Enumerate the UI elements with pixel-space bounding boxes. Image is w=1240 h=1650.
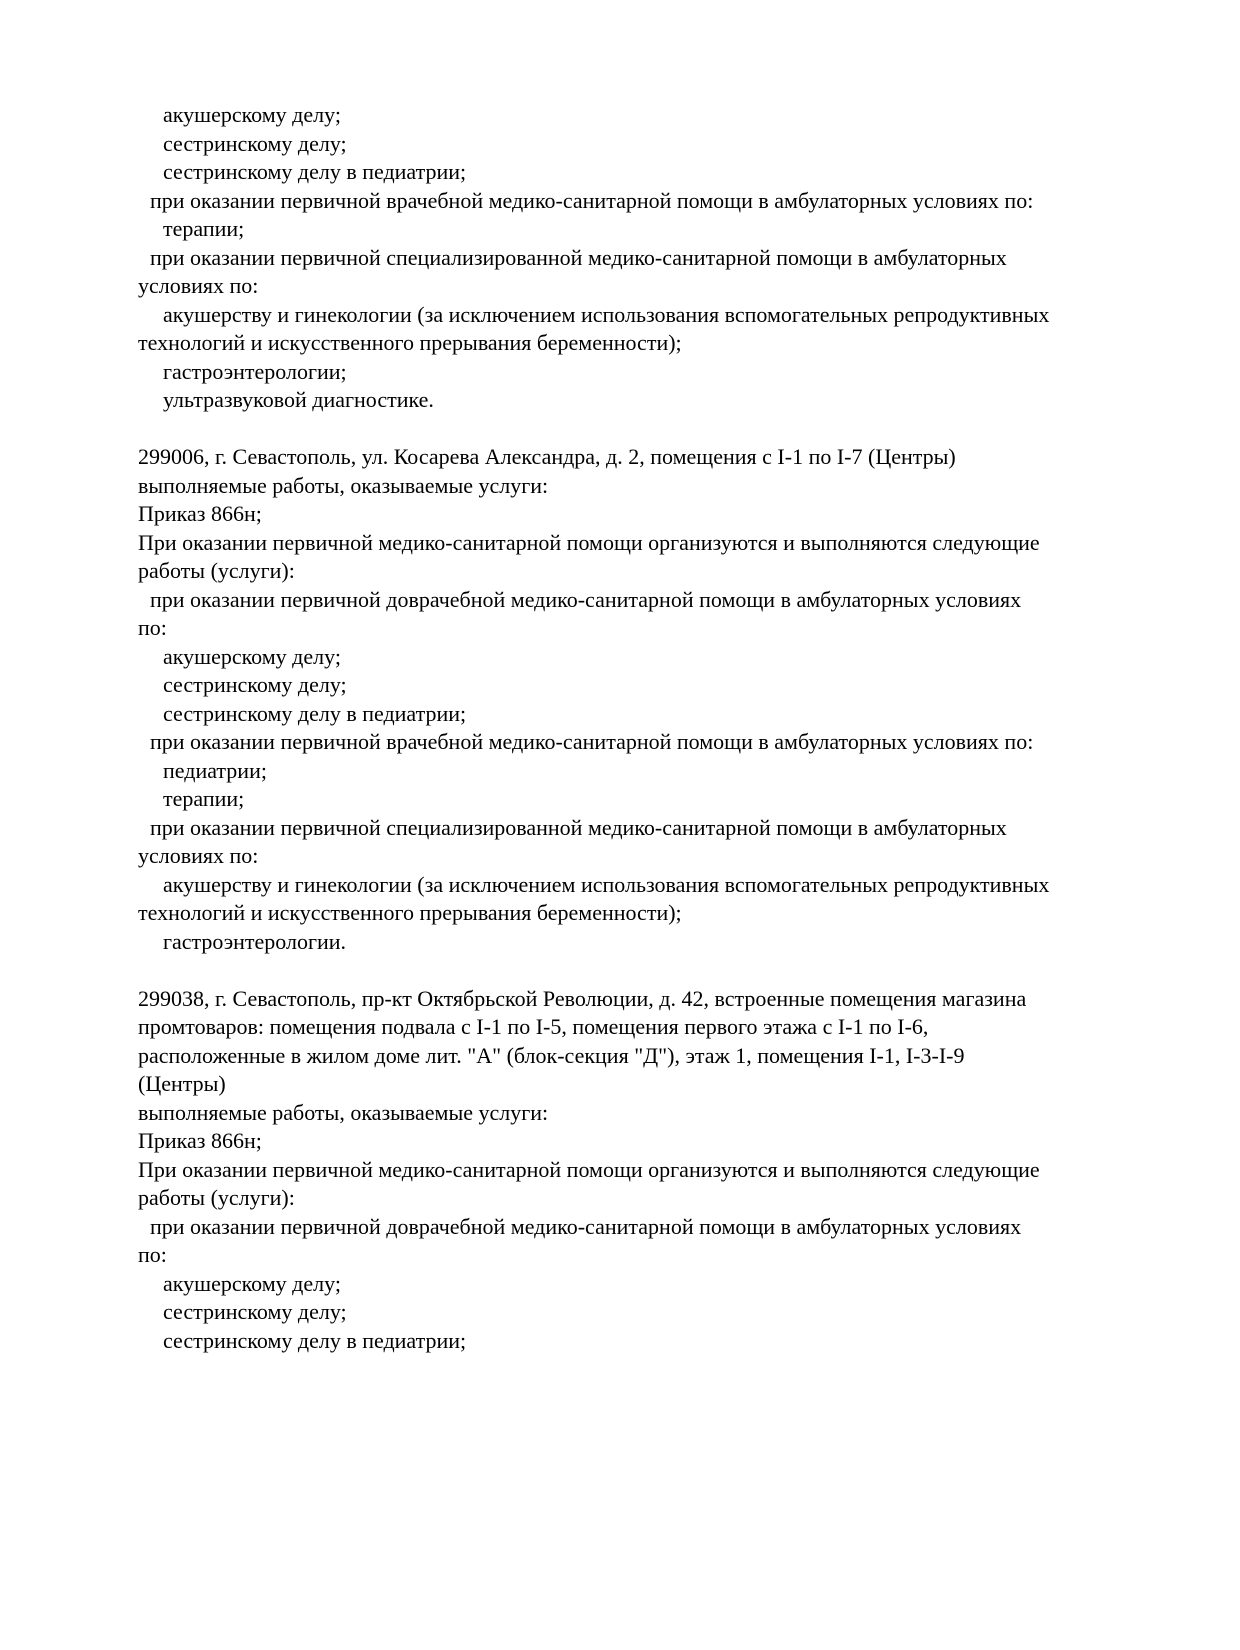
paragraph-gap — [138, 956, 1138, 985]
list-item: сестринскому делу в педиатрии; — [163, 700, 467, 726]
text-line: 299038, г. Севастополь, пр-кт Октябрьской Революции, д. 42, встроенные помещения магазина — [138, 985, 1027, 1011]
list-item: акушерскому делу; — [163, 643, 341, 669]
subheading-line: при оказании первичной специализированной медико-санитарной помощи в амбулаторных — [150, 814, 1007, 840]
list-item: акушерству и гинекологии (за исключением использования вспомогательных репродуктивных — [163, 301, 1050, 327]
list-item: акушерскому делу; — [163, 102, 341, 127]
text-line: условиях по: — [138, 843, 259, 868]
text-line: по: — [138, 615, 167, 640]
text-line: технологий и искусственного прерывания беременности); — [138, 330, 682, 355]
list-item: педиатрии; — [163, 757, 267, 783]
list-item: гастроэнтерологии; — [163, 358, 347, 384]
list-item: терапии; — [163, 216, 245, 241]
document-body — [138, 101, 1138, 1355]
text-line: выполняемые работы, оказываемые услуги: — [138, 472, 549, 498]
address-block — [138, 101, 1138, 415]
list-item: сестринскому делу; — [163, 1299, 347, 1324]
list-item: сестринскому делу в педиатрии; — [163, 1327, 467, 1353]
list-item: акушерству и гинекологии (за исключением использования вспомогательных репродуктивных — [163, 871, 1050, 897]
text-line: При оказании первичной медико-санитарной помощи организуются и выполняются следующие — [138, 1156, 1040, 1182]
text-line: выполняемые работы, оказываемые услуги: — [138, 1099, 549, 1125]
subheading-line: при оказании первичной врачебной медико-санитарной помощи в амбулаторных условиях по: — [150, 729, 1034, 754]
list-item: сестринскому делу в педиатрии; — [163, 159, 467, 184]
text-line: При оказании первичной медико-санитарной помощи организуются и выполняются следующие — [138, 529, 1040, 555]
text-line: 299006, г. Севастополь, ул. Косарева Александра, д. 2, помещения с I-1 по I-7 (Центры) — [138, 444, 956, 469]
list-item: терапии; — [163, 786, 245, 811]
text-line: условиях по: — [138, 273, 259, 298]
text-line: по: — [138, 1242, 167, 1267]
subheading-line: при оказании первичной врачебной медико-санитарной помощи в амбулаторных условиях по: — [150, 187, 1034, 213]
list-item: гастроэнтерологии. — [163, 928, 347, 954]
address-block — [138, 985, 1138, 1356]
text-line: Приказ 866н; — [138, 501, 262, 526]
address-block — [138, 443, 1138, 956]
subheading-line: при оказании первичной доврачебной медико-санитарной помощи в амбулаторных условиях — [150, 586, 1022, 612]
text-line: (Центры) — [138, 1071, 226, 1096]
paragraph-gap — [138, 415, 1138, 444]
list-item: сестринскому делу; — [163, 130, 347, 156]
subheading-line: при оказании первичной доврачебной медико-санитарной помощи в амбулаторных условиях — [150, 1213, 1022, 1239]
text-line: Приказ 866н; — [138, 1128, 262, 1153]
subheading-line: при оказании первичной специализированной медико-санитарной помощи в амбулаторных — [150, 244, 1007, 270]
text-line: работы (услуги): — [138, 1185, 295, 1210]
text-line: промтоваров: помещения подвала с I-1 по I-5, помещения первого этажа с I-1 по I-6, — [138, 1014, 929, 1039]
text-line: расположенные в жилом доме лит. "А" (блок-секция "Д"), этаж 1, помещения I-1, I-3-I-9 — [138, 1042, 965, 1068]
text-line: работы (услуги): — [138, 558, 295, 583]
list-item: акушерскому делу; — [163, 1270, 341, 1296]
list-item: ультразвуковой диагностике. — [163, 387, 434, 412]
list-item: сестринскому делу; — [163, 672, 347, 697]
text-line: технологий и искусственного прерывания беременности); — [138, 900, 682, 925]
